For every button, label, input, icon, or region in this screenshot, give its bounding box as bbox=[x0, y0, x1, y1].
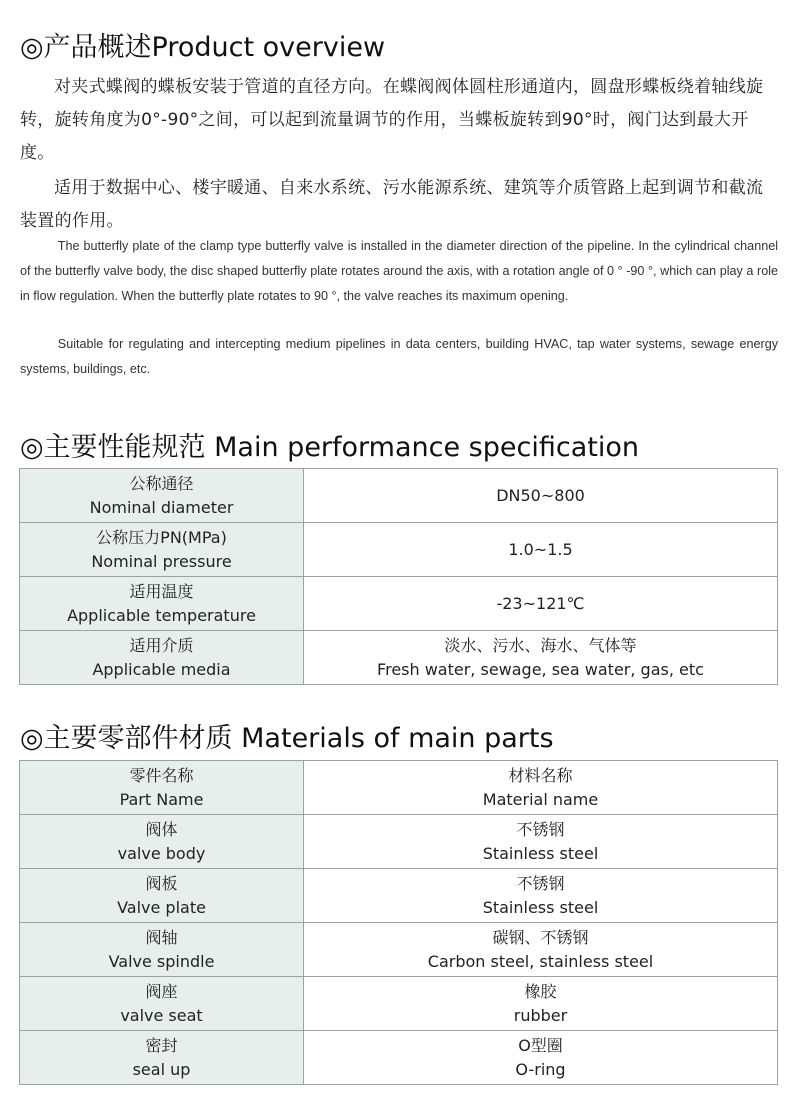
spec-value: -23~121℃ bbox=[496, 593, 585, 613]
part-cell bbox=[20, 977, 304, 1031]
materials-title: ◎主要零部件材质 Materials of main parts bbox=[20, 723, 554, 754]
material-cell bbox=[304, 923, 778, 977]
part-cell bbox=[20, 869, 304, 923]
material-name-header-en: Material name bbox=[482, 789, 599, 809]
part-name-en: valve body bbox=[117, 843, 206, 863]
part-name-en: valve seat bbox=[120, 1005, 203, 1025]
spec-value-cell bbox=[304, 523, 778, 577]
spec-label-cell bbox=[20, 523, 304, 577]
part-cell bbox=[20, 1031, 304, 1085]
table-row bbox=[20, 869, 778, 923]
material-name-en: Carbon steel, stainless steel bbox=[427, 951, 654, 971]
table-row bbox=[20, 469, 778, 523]
overview-title: ◎产品概述Product overview bbox=[20, 32, 386, 63]
material-name-cn: 不锈钢 bbox=[516, 873, 565, 893]
material-name-cn: 不锈钢 bbox=[516, 819, 565, 839]
part-name-header-cn: 零件名称 bbox=[129, 765, 194, 785]
material-name-en: Stainless steel bbox=[482, 843, 599, 863]
table-row bbox=[20, 923, 778, 977]
spec-label-en: Applicable media bbox=[92, 659, 231, 679]
material-cell bbox=[304, 815, 778, 869]
performance-table bbox=[19, 468, 778, 685]
spec-label-cn: 公称通径 bbox=[129, 473, 194, 493]
spec-value: 1.0~1.5 bbox=[508, 539, 573, 559]
spec-value-en: Fresh water, sewage, sea water, gas, etc bbox=[377, 659, 704, 679]
table-row bbox=[20, 977, 778, 1031]
part-name-cn: 阀体 bbox=[145, 819, 178, 839]
table-row bbox=[20, 631, 778, 685]
part-name-cn: 密封 bbox=[145, 1035, 178, 1055]
part-cell bbox=[20, 815, 304, 869]
spec-label-cell bbox=[20, 577, 304, 631]
material-name-header-cn: 材料名称 bbox=[508, 765, 573, 785]
spec-value-cell bbox=[304, 577, 778, 631]
spec-label-en: Nominal diameter bbox=[89, 497, 234, 517]
overview-en-paragraph-1: The butterfly plate of the clamp type butterfly valve is installed in the diameter direction of the pipeline. In the cylindrical channel of the butterfly valve body, the disc shaped butterfly plate rotates around the axis, with a rotation angle of 0 ° -90 °, which can play a role in flow regulation. When the butterfly plate rotates to 90 °, the valve reaches its maximum opening. bbox=[20, 239, 778, 303]
performance-title: ◎主要性能规范 Main performance specification bbox=[20, 432, 639, 463]
table-row bbox=[20, 815, 778, 869]
material-name-cn: 橡胶 bbox=[524, 981, 557, 1001]
table-header-row bbox=[20, 761, 778, 815]
material-cell bbox=[304, 1031, 778, 1085]
spec-value-cell bbox=[304, 469, 778, 523]
spec-value: DN50~800 bbox=[496, 485, 585, 505]
spec-label-cell bbox=[20, 469, 304, 523]
part-name-en: Valve spindle bbox=[108, 951, 215, 971]
material-name-en: rubber bbox=[513, 1005, 568, 1025]
spec-value-cell bbox=[304, 631, 778, 685]
part-cell bbox=[20, 923, 304, 977]
spec-value-cn: 淡水、污水、海水、气体等 bbox=[444, 635, 637, 655]
overview-cn-paragraph-1: 对夹式蝶阀的蝶板安装于管道的直径方向。在蝶阀阀体圆柱形通道内，圆盘形蝶板绕着轴线旋转，旋转角度为0°-90°之间，可以起到流量调节的作用，当蝶板旋转到90°时，阀门达到最大开度。 bbox=[20, 77, 764, 163]
material-cell bbox=[304, 869, 778, 923]
table-row bbox=[20, 523, 778, 577]
material-name-header-cell bbox=[304, 761, 778, 815]
spec-label-cn: 公称压力PN(MPa) bbox=[96, 527, 227, 547]
table-row bbox=[20, 1031, 778, 1085]
spec-label-en: Applicable temperature bbox=[67, 605, 256, 625]
part-name-en: seal up bbox=[132, 1059, 191, 1079]
materials-table bbox=[19, 760, 778, 1085]
part-name-cn: 阀座 bbox=[145, 981, 178, 1001]
spec-label-en: Nominal pressure bbox=[91, 551, 232, 571]
part-name-cn: 阀轴 bbox=[145, 927, 178, 947]
material-name-en: O-ring bbox=[515, 1059, 566, 1079]
table-row bbox=[20, 577, 778, 631]
material-name-en: Stainless steel bbox=[482, 897, 599, 917]
part-name-en: Valve plate bbox=[117, 897, 206, 917]
spec-label-cn: 适用介质 bbox=[129, 635, 194, 655]
material-name-cn: 碳钢、不锈钢 bbox=[492, 927, 589, 947]
material-cell bbox=[304, 977, 778, 1031]
spec-label-cn: 适用温度 bbox=[129, 581, 194, 601]
overview-en-paragraph-2: Suitable for regulating and intercepting medium pipelines in data centers, building HVAC, tap water systems, sewage energy systems, buildings, etc. bbox=[20, 337, 778, 376]
overview-cn-paragraph-2: 适用于数据中心、楼宇暖通、自来水系统、污水能源系统、建筑等介质管路上起到调节和截流装置的作用。 bbox=[20, 178, 764, 231]
part-name-header-cell bbox=[20, 761, 304, 815]
part-name-header-en: Part Name bbox=[119, 789, 204, 809]
part-name-cn: 阀板 bbox=[145, 873, 178, 893]
material-name-cn: O型圈 bbox=[518, 1035, 563, 1055]
spec-label-cell bbox=[20, 631, 304, 685]
